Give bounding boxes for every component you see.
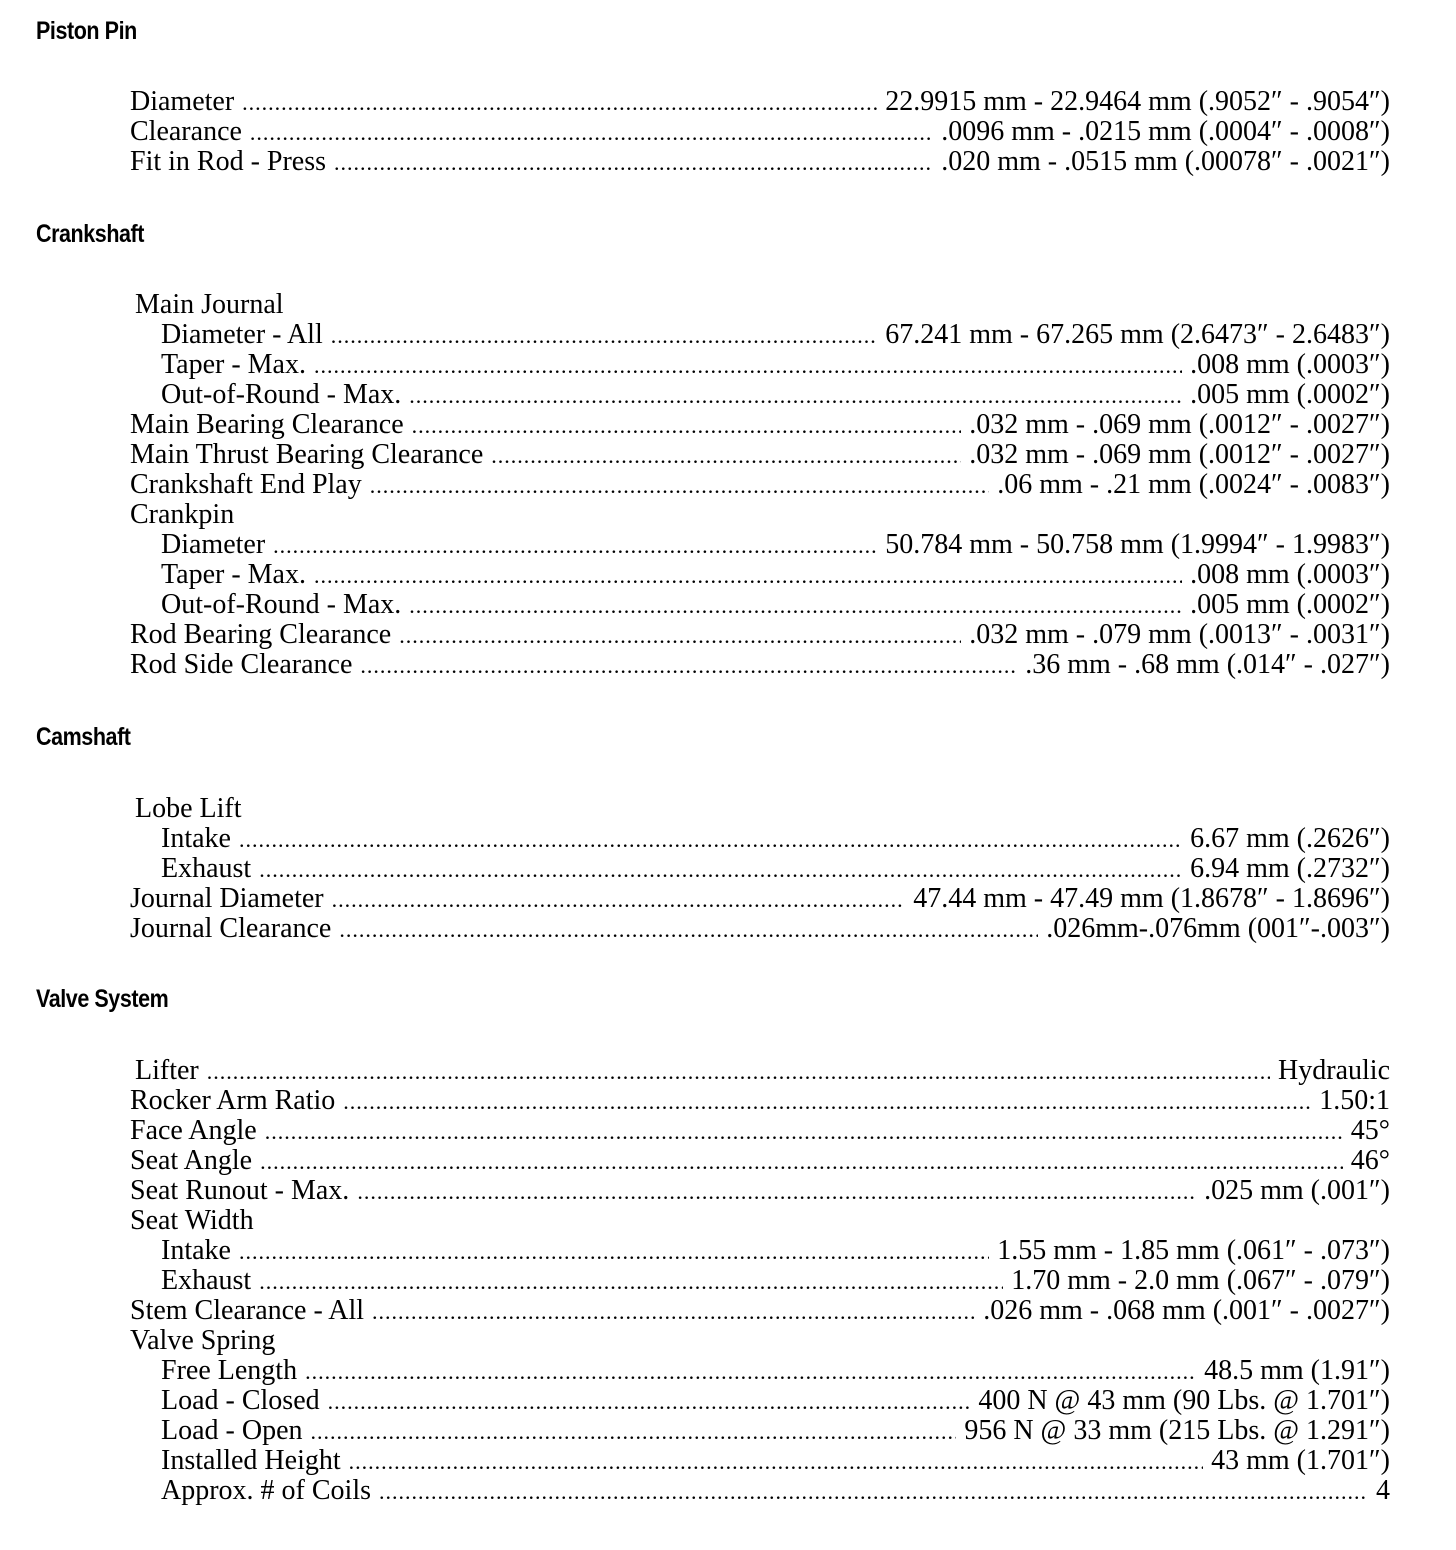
- spec-label: Diameter - All: [161, 319, 323, 350]
- camshaft-specs: [130, 794, 1390, 944]
- section-heading-piston-pin: Piston Pin: [36, 17, 137, 45]
- spec-row-crankpin-out-of-round: [130, 590, 1390, 620]
- spec-label: Taper - Max.: [161, 559, 306, 590]
- dot-leader: [259, 1267, 1003, 1297]
- piston-pin-specs: [130, 87, 1390, 177]
- dot-leader: [250, 118, 933, 148]
- spec-label: Main Thrust Bearing Clearance: [130, 439, 484, 470]
- spec-value: .032 mm - .079 mm (.0013″ - .0031″): [969, 619, 1390, 650]
- spec-row-crankshaft-end-play: [130, 470, 1390, 500]
- spec-row-fit-in-rod: [130, 147, 1390, 177]
- spec-label: Load - Closed: [161, 1385, 320, 1416]
- dot-leader: [265, 1117, 1343, 1147]
- spec-row-lobe-lift-intake: [130, 824, 1390, 854]
- dot-leader: [399, 621, 961, 651]
- spec-label: Rocker Arm Ratio: [130, 1085, 336, 1116]
- dot-leader: [259, 855, 1182, 885]
- spec-row-stem-clearance: [130, 1296, 1390, 1326]
- spec-label: Crankshaft End Play: [130, 469, 362, 500]
- spec-row-main-thrust-bearing-clearance: [130, 440, 1390, 470]
- spec-value: Hydraulic: [1278, 1055, 1390, 1086]
- spec-label: Journal Diameter: [130, 883, 324, 914]
- spec-value: 1.55 mm - 1.85 mm (.061″ - .073″): [997, 1235, 1390, 1266]
- spec-row-rod-side-clearance: [130, 650, 1390, 680]
- dot-leader: [305, 1357, 1196, 1387]
- dot-leader: [409, 381, 1182, 411]
- spec-label: Rod Bearing Clearance: [130, 619, 392, 650]
- spec-row-face-angle: [130, 1116, 1390, 1146]
- spec-row-seat-width-exhaust: [130, 1266, 1390, 1296]
- spec-label: Approx. # of Coils: [161, 1475, 371, 1506]
- spec-label: Intake: [161, 1235, 231, 1266]
- section-heading-valve-system: Valve System: [36, 985, 169, 1013]
- spec-label: Face Angle: [130, 1115, 257, 1146]
- dot-leader: [260, 1147, 1343, 1177]
- dot-leader: [331, 321, 878, 351]
- spec-value: .032 mm - .069 mm (.0012″ - .0027″): [969, 409, 1390, 440]
- spec-label: Seat Runout - Max.: [130, 1175, 350, 1206]
- group-label-main-journal: Main Journal: [135, 289, 284, 320]
- spec-value: 400 N @ 43 mm (90 Lbs. @ 1.701″): [978, 1385, 1390, 1416]
- spec-row-load-closed: [130, 1386, 1390, 1416]
- dot-leader: [328, 1387, 971, 1417]
- spec-row-lobe-lift-exhaust: [130, 854, 1390, 884]
- spec-value: .005 mm (.0002″): [1190, 379, 1390, 410]
- spec-row-number-of-coils: [130, 1476, 1390, 1506]
- spec-value: 46°: [1350, 1145, 1390, 1176]
- spec-value: .36 mm - .68 mm (.014″ - .027″): [1025, 649, 1390, 680]
- spec-row-main-journal-diameter: [130, 320, 1390, 350]
- spec-value: 50.784 mm - 50.758 mm (1.9994″ - 1.9983″): [885, 529, 1390, 560]
- spec-row-free-length: [130, 1356, 1390, 1386]
- spec-label: Diameter: [161, 529, 266, 560]
- spec-row-clearance: [130, 117, 1390, 147]
- dot-leader: [372, 1297, 975, 1327]
- spec-label: Seat Angle: [130, 1145, 253, 1176]
- spec-label: Out-of-Round - Max.: [161, 589, 402, 620]
- spec-label: Exhaust: [161, 853, 252, 884]
- spec-row-load-open: [130, 1416, 1390, 1446]
- spec-value: 67.241 mm - 67.265 mm (2.6473″ - 2.6483″): [885, 319, 1390, 350]
- spec-row-main-bearing-clearance: [130, 410, 1390, 440]
- spec-value: 4: [1376, 1475, 1390, 1506]
- dot-leader: [360, 651, 1017, 681]
- dot-leader: [311, 1417, 957, 1447]
- group-label-valve-spring: Valve Spring: [130, 1325, 276, 1356]
- spec-value: 22.9915 mm - 22.9464 mm (.9052″ - .9054″): [885, 86, 1390, 117]
- spec-label: Stem Clearance - All: [130, 1295, 365, 1326]
- dot-leader: [357, 1177, 1196, 1207]
- crankshaft-specs: [130, 290, 1390, 680]
- group-label-lobe-lift: Lobe Lift: [135, 793, 242, 824]
- section-heading-camshaft: Camshaft: [36, 723, 131, 751]
- spec-label: Taper - Max.: [161, 349, 306, 380]
- spec-value: 1.70 mm - 2.0 mm (.067″ - .079″): [1011, 1265, 1390, 1296]
- dot-leader: [242, 88, 877, 118]
- spec-label: Diameter: [130, 86, 235, 117]
- dot-leader: [239, 825, 1182, 855]
- spec-row-installed-height: [130, 1446, 1390, 1476]
- spec-row-lifter: [130, 1056, 1390, 1086]
- dot-leader: [207, 1057, 1270, 1087]
- dot-leader: [339, 915, 1038, 945]
- dot-leader: [314, 561, 1182, 591]
- spec-row-seat-angle: [130, 1146, 1390, 1176]
- spec-value: .020 mm - .0515 mm (.00078″ - .0021″): [941, 146, 1390, 177]
- spec-row-seat-width-intake: [130, 1236, 1390, 1266]
- dot-leader: [332, 885, 906, 915]
- spec-label: Rod Side Clearance: [130, 649, 353, 680]
- dot-leader: [379, 1477, 1368, 1507]
- spec-value: 48.5 mm (1.91″): [1204, 1355, 1390, 1386]
- spec-row-rocker-arm-ratio: [130, 1086, 1390, 1116]
- spec-value: 45°: [1350, 1115, 1390, 1146]
- spec-value: 43 mm (1.701″): [1211, 1445, 1390, 1476]
- dot-leader: [343, 1087, 1311, 1117]
- dot-leader: [239, 1237, 989, 1267]
- spec-label: Main Bearing Clearance: [130, 409, 404, 440]
- spec-value: .0096 mm - .0215 mm (.0004″ - .0008″): [941, 116, 1390, 147]
- spec-label: Exhaust: [161, 1265, 252, 1296]
- spec-label: Load - Open: [161, 1415, 303, 1446]
- group-label-crankpin: Crankpin: [130, 499, 235, 530]
- spec-label: Out-of-Round - Max.: [161, 379, 402, 410]
- section-heading-crankshaft: Crankshaft: [36, 220, 145, 248]
- dot-leader: [314, 351, 1182, 381]
- dot-leader: [349, 1447, 1204, 1477]
- spec-value: .008 mm (.0003″): [1190, 559, 1390, 590]
- spec-value: .032 mm - .069 mm (.0012″ - .0027″): [969, 439, 1390, 470]
- spec-value: .005 mm (.0002″): [1190, 589, 1390, 620]
- spec-row-crankpin-diameter: [130, 530, 1390, 560]
- dot-leader: [412, 411, 962, 441]
- spec-value: 1.50:1: [1319, 1085, 1390, 1116]
- dot-leader: [334, 148, 933, 178]
- spec-value: .026 mm - .068 mm (.001″ - .0027″): [983, 1295, 1390, 1326]
- spec-label: Lifter: [135, 1055, 199, 1086]
- dot-leader: [491, 441, 961, 471]
- spec-label: Clearance: [130, 116, 242, 147]
- spec-label: Intake: [161, 823, 231, 854]
- group-label-seat-width: Seat Width: [130, 1205, 254, 1236]
- spec-row-journal-clearance: [130, 914, 1390, 944]
- spec-value: 47.44 mm - 47.49 mm (1.8678″ - 1.8696″): [913, 883, 1390, 914]
- spec-label: Fit in Rod - Press: [130, 146, 327, 177]
- dot-leader: [273, 531, 877, 561]
- spec-row-main-journal-taper: [130, 350, 1390, 380]
- spec-row-seat-runout: [130, 1176, 1390, 1206]
- spec-value: 6.67 mm (.2626″): [1190, 823, 1390, 854]
- spec-value: .026mm-.076mm (001″-.003″): [1046, 913, 1390, 944]
- spec-label: Journal Clearance: [130, 913, 332, 944]
- spec-row-main-journal-out-of-round: [130, 380, 1390, 410]
- spec-value: .025 mm (.001″): [1204, 1175, 1390, 1206]
- spec-value: .06 mm - .21 mm (.0024″ - .0083″): [997, 469, 1390, 500]
- spec-row-crankpin-taper: [130, 560, 1390, 590]
- spec-value: 6.94 mm (.2732″): [1190, 853, 1390, 884]
- spec-row-diameter: [130, 87, 1390, 117]
- valve-system-specs: [130, 1056, 1390, 1506]
- spec-label: Installed Height: [161, 1445, 341, 1476]
- spec-row-rod-bearing-clearance: [130, 620, 1390, 650]
- spec-label: Free Length: [161, 1355, 298, 1386]
- dot-leader: [370, 471, 990, 501]
- spec-value: .008 mm (.0003″): [1190, 349, 1390, 380]
- dot-leader: [409, 591, 1182, 621]
- spec-row-journal-diameter: [130, 884, 1390, 914]
- spec-value: 956 N @ 33 mm (215 Lbs. @ 1.291″): [964, 1415, 1390, 1446]
